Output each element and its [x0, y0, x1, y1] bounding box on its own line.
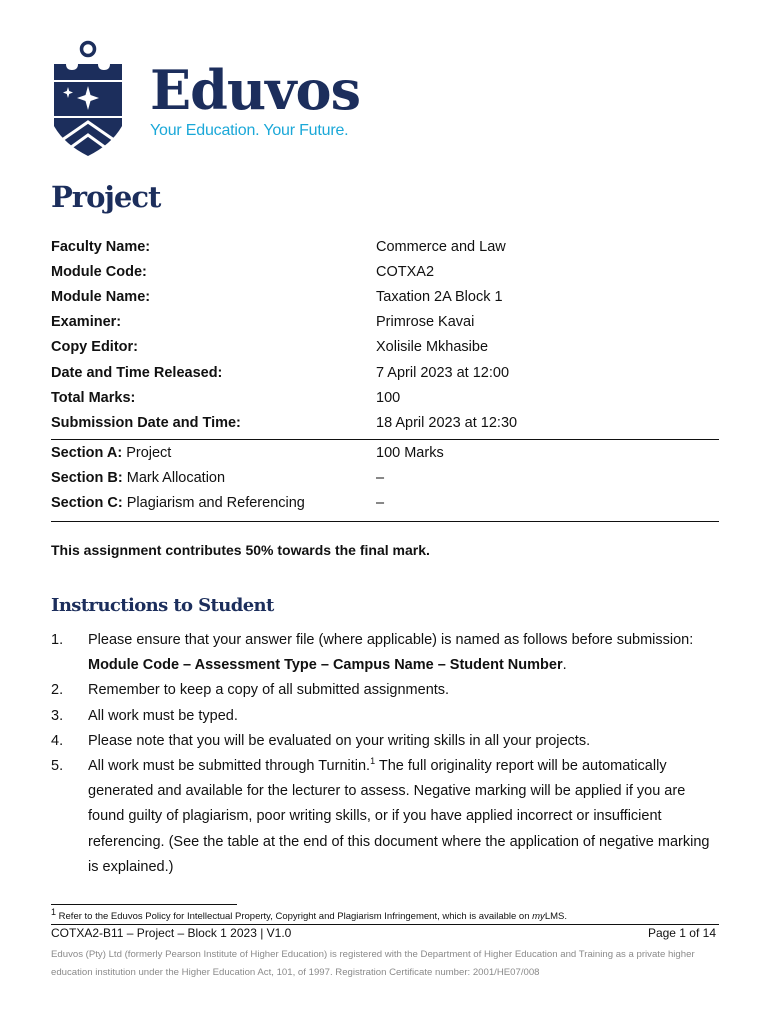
info-row [51, 310, 719, 335]
document-title: Project [51, 180, 161, 214]
info-row [51, 234, 719, 259]
section-marks: – [376, 469, 385, 486]
section-row [51, 491, 719, 516]
info-row [51, 284, 719, 309]
section-label: Section C: [51, 495, 123, 512]
item-text: Remember to keep a copy of all submitted assignments. [88, 682, 450, 699]
list-item [51, 628, 719, 678]
info-label: Faculty Name: [51, 238, 151, 255]
section-label: Section A: [51, 444, 123, 461]
item-text: All work must be submitted through Turnitin. [88, 758, 371, 775]
footer-doc-code: COTXA2-B11 – Project – Block 1 2023 | V1.0 [51, 926, 292, 940]
item-bold-text: Module Code – Assessment Type – Campus Name – Student Number [88, 657, 563, 674]
list-item [51, 704, 719, 729]
info-row [51, 360, 719, 385]
brand-tagline: Your Education. Your Future. [150, 122, 349, 139]
page-number: Page 1 of 14 [647, 926, 716, 940]
info-value: 100 [376, 389, 401, 406]
shield-icon [52, 40, 124, 158]
footer-divider [51, 924, 719, 925]
info-label: Submission Date and Time: [51, 414, 241, 431]
footnote-italic: my [532, 911, 545, 922]
contribution-note: This assignment contributes 50% towards the final mark. [51, 542, 430, 558]
list-item [51, 754, 719, 880]
info-label: Total Marks: [51, 389, 136, 406]
item-text: Please ensure that your answer file (where applicable) is named as follows before submission: [88, 632, 694, 648]
info-value: 18 April 2023 at 12:30 [376, 414, 518, 431]
section-row [51, 465, 719, 490]
info-row [51, 259, 719, 284]
info-value: Commerce and Law [376, 238, 506, 255]
item-number: 5. [51, 758, 64, 775]
info-row [51, 335, 719, 360]
item-text-end: . [562, 657, 567, 674]
item-number: 2. [51, 682, 64, 699]
item-number: 4. [51, 732, 64, 749]
info-value: Taxation 2A Block 1 [376, 288, 503, 305]
section-marks: – [376, 495, 385, 512]
eduvos-logo [52, 40, 360, 158]
info-row [51, 410, 719, 435]
footnote-ref: 1 [370, 756, 376, 767]
info-label: Date and Time Released: [51, 364, 223, 381]
footnote-divider [51, 904, 237, 905]
info-value: Primrose Kavai [376, 314, 475, 331]
brand-name: Eduvos [150, 58, 360, 122]
info-label: Module Code: [51, 263, 147, 280]
item-number: 3. [51, 707, 64, 724]
item-text-end: The full originality report will be automatically generated and available for the lecturer to assess. Negative marking will be applied if you are found guilty of plagiarism, poor writing skills, or if you have applied incorrect or insufficient referencing. (See the table at the end of this document where the application of negative marking is explained.) [88, 758, 710, 875]
item-number: 1. [51, 632, 64, 648]
section-name: Mark Allocation [126, 469, 226, 486]
section-label: Section B: [51, 469, 123, 486]
footnote [51, 906, 567, 922]
info-value: Xolisile Mkhasibe [376, 339, 489, 356]
footnote-text: Refer to the Eduvos Policy for Intellectual Property, Copyright and Plagiarism Infringement, which is available on [58, 911, 533, 922]
item-text: All work must be typed. [88, 707, 238, 724]
instructions-list [51, 628, 719, 880]
section-marks: 100 Marks [376, 444, 444, 461]
section-name: Project [126, 444, 172, 461]
info-row [51, 385, 719, 410]
module-info-table [51, 234, 719, 436]
list-item [51, 678, 719, 703]
info-label: Examiner: [51, 314, 122, 331]
legal-notice: Eduvos (Pty) Ltd (formerly Pearson Institute of Higher Education) is registered with the Department of Higher Education and Training as a private higher education institution under the Higher Education Act, 101, of 1997. Registration Certificate number: 2001/HE07/008 [51, 949, 695, 978]
info-label: Copy Editor: [51, 339, 138, 356]
instructions-heading: Instructions to Student [51, 595, 274, 616]
footnote-mark: 1 [51, 906, 57, 917]
info-label: Module Name: [51, 288, 151, 305]
footnote-end: LMS. [544, 911, 567, 922]
info-value: COTXA2 [376, 263, 435, 280]
item-text: Please note that you will be evaluated on your writing skills in all your projects. [88, 732, 591, 749]
sections-table [51, 439, 719, 522]
list-item [51, 729, 719, 754]
info-value: 7 April 2023 at 12:00 [376, 364, 510, 381]
section-row [51, 440, 719, 465]
section-name: Plagiarism and Referencing [126, 495, 305, 512]
